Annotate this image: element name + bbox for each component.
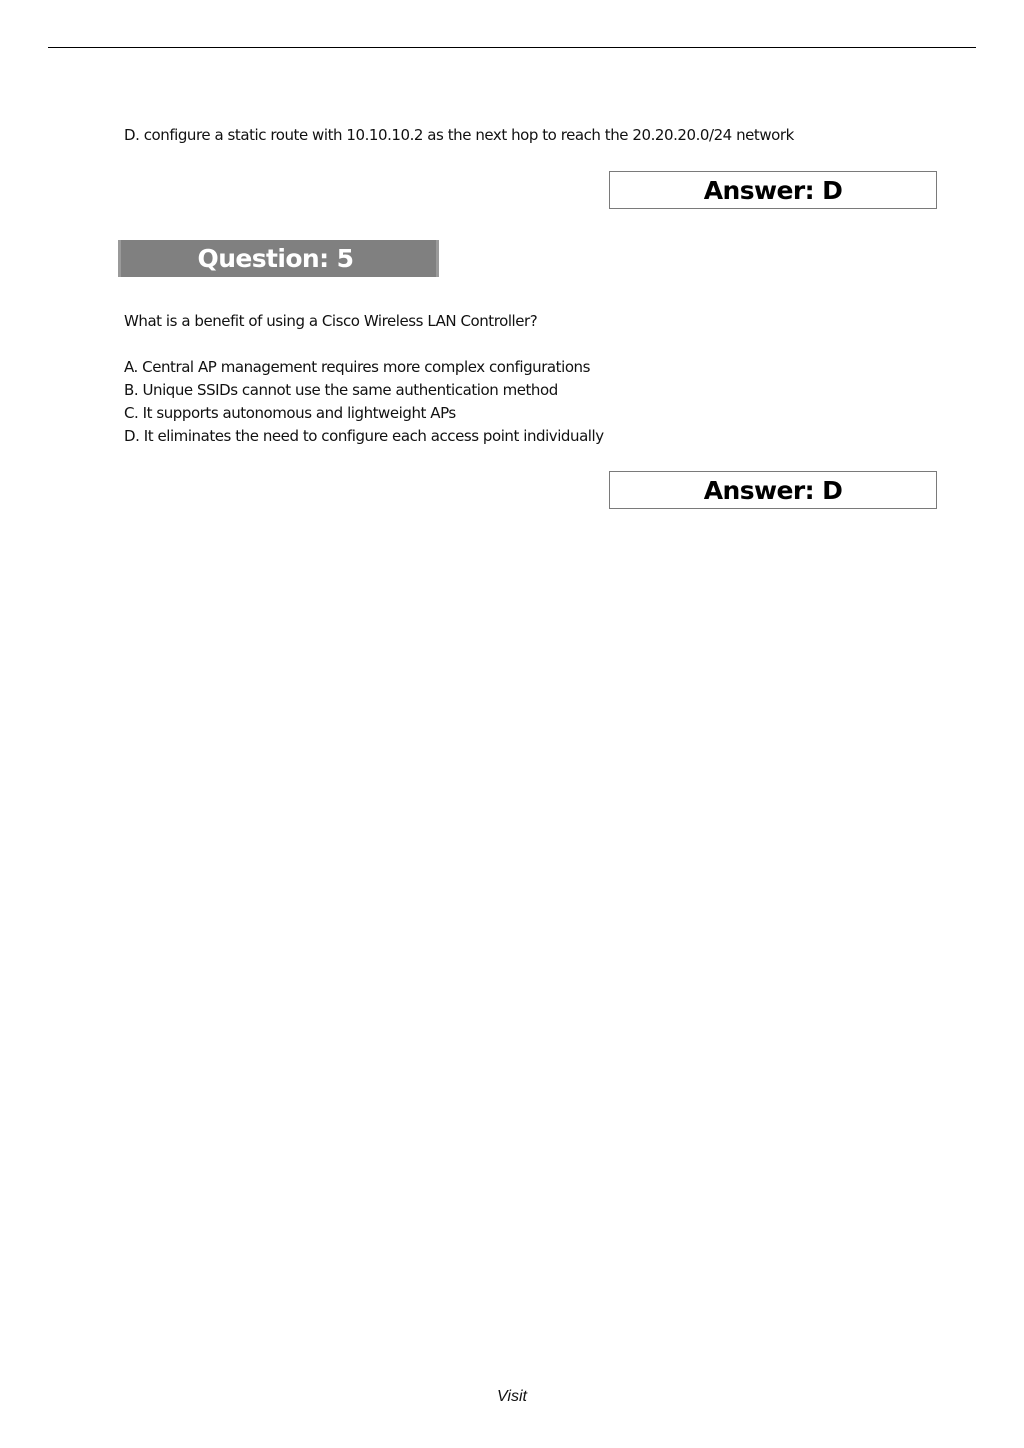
previous-option-d: D. configure a static route with 10.10.10.2 as the next hop to reach the 20.20.20.0/24 network (124, 126, 794, 144)
question-heading-bar (118, 240, 439, 277)
previous-answer-label: Answer: D (703, 175, 843, 205)
header-divider (48, 47, 976, 48)
previous-answer-box (609, 171, 937, 209)
option-b: B. Unique SSIDs cannot use the same authentication method (124, 381, 558, 399)
footer-visit-text: Visit (497, 1388, 527, 1405)
question-heading: Question: 5 (197, 244, 354, 273)
answer-box (609, 471, 937, 509)
option-a: A. Central AP management requires more complex configurations (124, 358, 590, 376)
option-c: C. It supports autonomous and lightweight APs (124, 404, 456, 422)
option-d: D. It eliminates the need to configure each access point individually (124, 427, 604, 445)
answer-label: Answer: D (703, 475, 843, 505)
question-prompt: What is a benefit of using a Cisco Wireless LAN Controller? (124, 312, 538, 330)
